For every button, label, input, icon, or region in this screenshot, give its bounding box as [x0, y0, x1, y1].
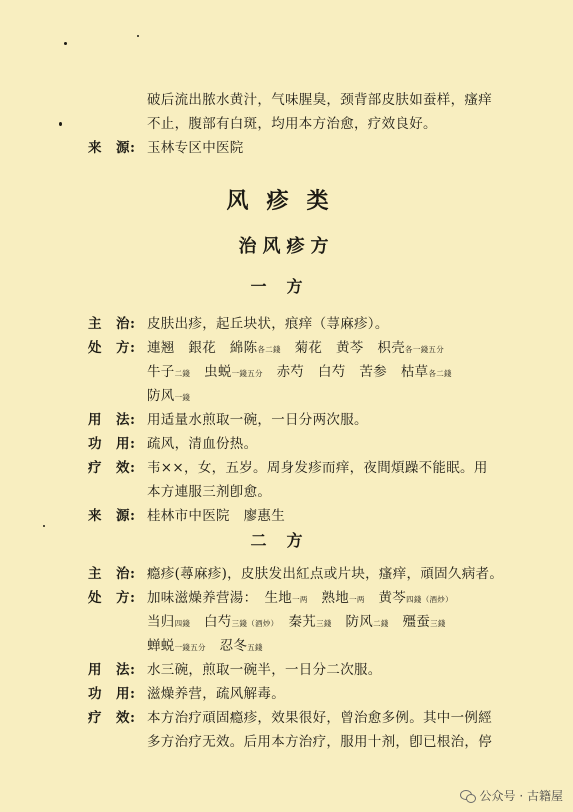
field-label: 处 方:: [88, 340, 136, 356]
body-text-line: 破后流出脓水黄汁，气味腥臭，颈背部皮肤如蚕样，瘙痒: [147, 92, 492, 108]
field-label: 用 法:: [88, 662, 136, 678]
body-text-line: 不止，腹部有白斑，均用本方治愈，疗效良好。: [147, 116, 437, 132]
formula-number: 一方: [250, 277, 323, 296]
field-text: 韦××，女，五岁。周身发疹而痒，夜間煩躁不能眠。用: [147, 460, 488, 476]
field-text: 玉林专区中医院: [147, 140, 244, 156]
field-text: 本方治疗頑固瘾疹，效果很好，曾治愈多例。其中一例經: [147, 710, 492, 726]
section-subtitle: 治风疹方: [238, 236, 335, 257]
field-text: 多方治疗无效。后用本方治疗，服用十剂，卽已根治，停: [147, 734, 492, 750]
field-label: 来 源:: [88, 508, 136, 524]
field-label: 功 用:: [88, 686, 136, 702]
field-label: 主 治:: [88, 566, 136, 582]
field-text: 滋燥养营，疏风解毒。: [147, 686, 285, 702]
field-text: 皮肤出疹，起丘块状，痕痒（荨麻疹）。: [147, 316, 389, 332]
prescription-line: 連翘 銀花 綿陈各二錢 菊花 黄芩 枳壳各一錢五分: [147, 340, 445, 356]
ink-speck: [59, 122, 62, 126]
field-label: 主 治:: [88, 316, 136, 332]
prescription-line: 加味滋燥养营湯： 生地一两 熟地一两 黄芩四錢（酒炒）: [147, 590, 453, 606]
field-text: 桂林市中医院 廖惠生: [147, 508, 285, 524]
field-text: 用适量水煎取一碗，一日分两次服。: [147, 412, 368, 428]
prescription-line: 当归四錢 白芍三錢（酒炒） 秦艽三錢 防风二錢 殭蚕三錢: [147, 614, 446, 630]
field-text: 瘾疹(蕁麻疹)，皮肤发出紅点或片块，瘙痒，頑固久病者。: [147, 566, 504, 582]
field-label: 来 源:: [88, 140, 136, 156]
wechat-icon: [460, 789, 476, 803]
field-label: 处 方:: [88, 590, 136, 606]
ink-speck: [137, 35, 139, 37]
prescription-line: 蝉蜕一錢五分 忍冬五錢: [147, 638, 263, 654]
prescription-line: 防风一錢: [147, 388, 191, 404]
field-label: 疗 效:: [88, 460, 136, 476]
field-label: 功 用:: [88, 436, 136, 452]
watermark: [460, 787, 563, 804]
ink-speck: [43, 525, 45, 527]
ink-speck: [64, 42, 67, 45]
field-label: 用 法:: [88, 412, 136, 428]
prescription-line: 牛子二錢 虫蜕一錢五分 赤芍 白芍 苦参 枯草各二錢: [147, 364, 452, 380]
watermark-text: 公众号 · 古籍屋: [479, 789, 563, 803]
field-text: 疏风，清血份热。: [147, 436, 258, 452]
formula-number: 二方: [250, 531, 323, 550]
field-text: 水三碗，煎取一碗半，一日分二次服。: [147, 662, 382, 678]
field-label: 疗 效:: [88, 710, 136, 726]
category-heading: 风疹类: [226, 188, 347, 214]
field-text: 本方連服三剂卽愈。: [147, 484, 272, 500]
